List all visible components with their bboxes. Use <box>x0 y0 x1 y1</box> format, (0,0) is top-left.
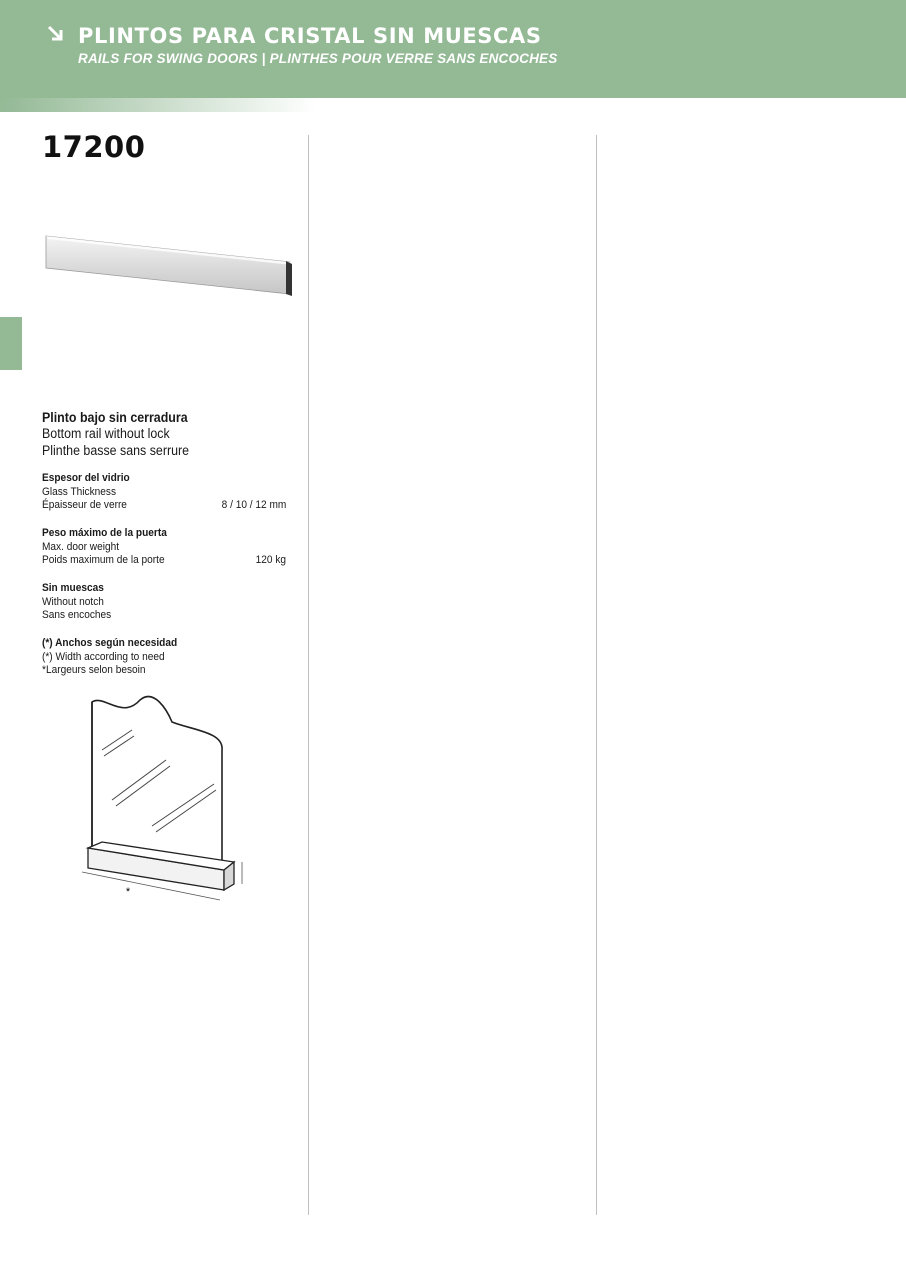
spec-label-en: (*) Width according to need <box>42 650 165 663</box>
name-en: Bottom rail without lock <box>42 426 170 441</box>
page-header <box>0 0 906 112</box>
spec-notch <box>42 582 288 623</box>
arrow-down-right-icon <box>46 24 68 46</box>
column-divider <box>596 135 597 1215</box>
section-tab <box>0 317 22 370</box>
spec-widths <box>42 637 288 678</box>
spec-label-es: Espesor del vidrio <box>42 472 130 484</box>
page-subtitle: RAILS FOR SWING DOORS | PLINTHES POUR VERRE SANS ENCOCHES <box>78 51 558 66</box>
spec-label-fr: Sans encoches <box>42 609 112 622</box>
dim-width: * <box>125 886 131 898</box>
name-es: Plinto bajo sin cerradura <box>42 410 188 425</box>
column-divider <box>308 135 309 1215</box>
spec-label-en: Max. door weight <box>42 540 120 553</box>
spec-value: 8 / 10 / 12 mm <box>221 499 286 512</box>
spec-value: 120 kg <box>255 554 286 567</box>
spec-label-en: Glass Thickness <box>42 485 117 498</box>
product-column-17200 <box>42 130 288 898</box>
spec-max-weight <box>42 527 288 568</box>
page-title: PLINTOS PARA CRISTAL SIN MUESCAS <box>78 24 542 48</box>
spec-label-fr: Épaisseur de verre <box>42 499 127 512</box>
spec-label-fr: *Largeurs selon besoin <box>42 664 146 677</box>
product-code: 17200 <box>42 130 146 164</box>
spec-label-es: (*) Anchos según necesidad <box>42 637 178 649</box>
name-fr: Plinthe basse sans serrure <box>42 442 190 458</box>
product-photo-bottom-rail <box>42 230 292 300</box>
spec-label-fr: Poids maximum de la porte <box>42 554 165 567</box>
spec-label-es: Sin muescas <box>42 582 104 594</box>
isometric-drawing <box>42 690 282 922</box>
spec-label-en: Without notch <box>42 595 104 608</box>
product-names <box>42 410 288 459</box>
header-fade <box>0 98 906 112</box>
spec-label-es: Peso máximo de la puerta <box>42 527 167 539</box>
spec-glass-thickness <box>42 472 288 513</box>
